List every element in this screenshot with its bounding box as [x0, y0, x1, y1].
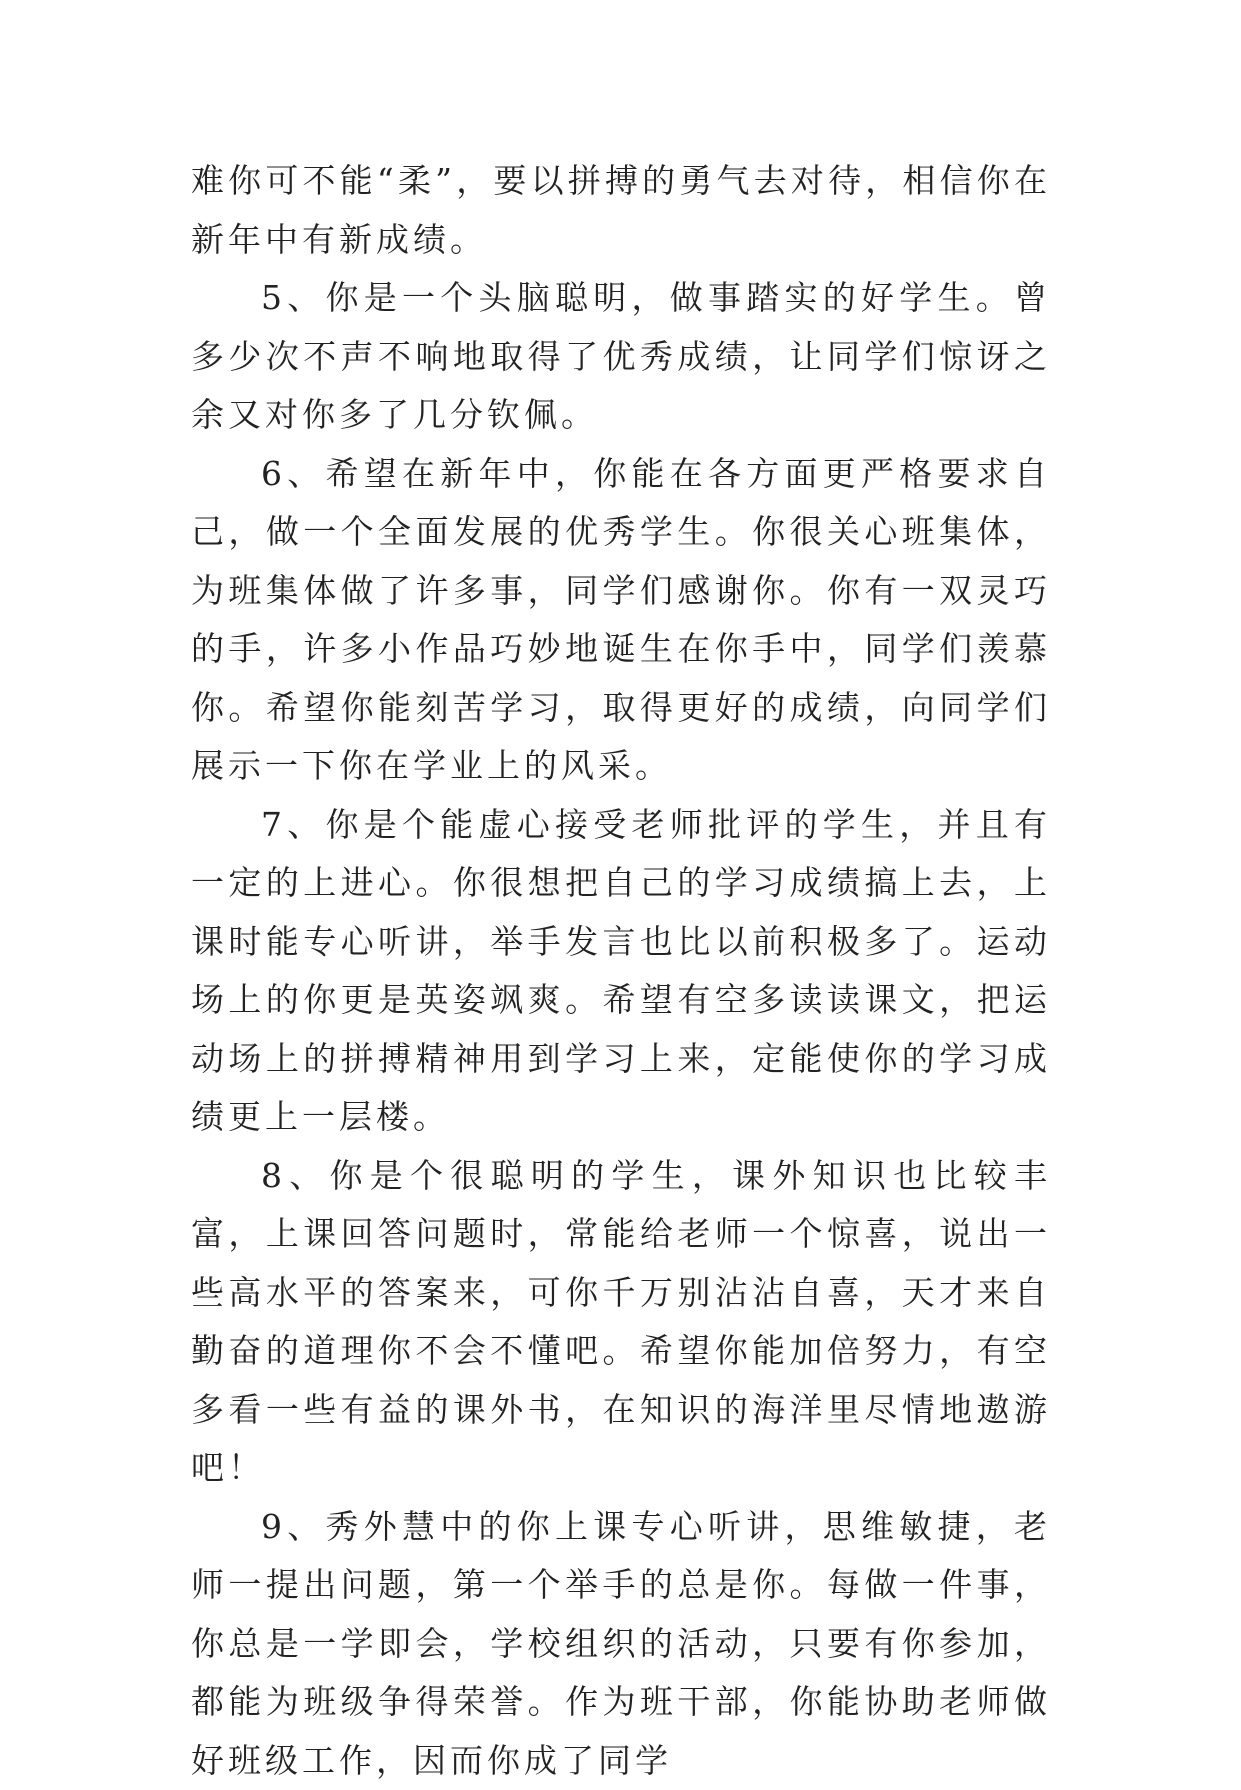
paragraph-item-5: 5、你是一个头脑聪明，做事踏实的好学生。曾多少次不声不响地取得了优秀成绩，让同学们惊讶之余又对你多了几分钦佩。: [191, 269, 1051, 445]
paragraph-item-8: 8、你是个很聪明的学生，课外知识也比较丰富，上课回答问题时，常能给老师一个惊喜，说出一些高水平的答案来，可你千万别沾沾自喜，天才来自勤奋的道理你不会不懂吧。希望你能加倍努力，有空多看一些有益的课外书，在知识的海洋里尽情地遨游吧！: [191, 1147, 1051, 1498]
paragraph-item-9: 9、秀外慧中的你上课专心听讲，思维敏捷，老师一提出问题，第一个举手的总是你。每做一件事，你总是一学即会，学校组织的活动，只要有你参加，都能为班级争得荣誉。作为班干部，你能协助老师做好班级工作，因而你成了同学: [191, 1498, 1051, 1790]
paragraph-continuation: 难你可不能“柔”，要以拼搏的勇气去对待，相信你在新年中有新成绩。: [191, 152, 1051, 269]
paragraph-item-6: 6、希望在新年中，你能在各方面更严格要求自己，做一个全面发展的优秀学生。你很关心班集体，为班集体做了许多事，同学们感谢你。你有一双灵巧的手，许多小作品巧妙地诞生在你手中，同学们羡慕你。希望你能刻苦学习，取得更好的成绩，向同学们展示一下你在学业上的风采。: [191, 445, 1051, 796]
document-body: [191, 152, 1051, 1790]
paragraph-item-7: 7、你是个能虚心接受老师批评的学生，并且有一定的上进心。你很想把自己的学习成绩搞上去，上课时能专心听讲，举手发言也比以前积极多了。运动场上的你更是英姿飒爽。希望有空多读读课文，把运动场上的拼搏精神用到学习上来，定能使你的学习成绩更上一层楼。: [191, 796, 1051, 1147]
